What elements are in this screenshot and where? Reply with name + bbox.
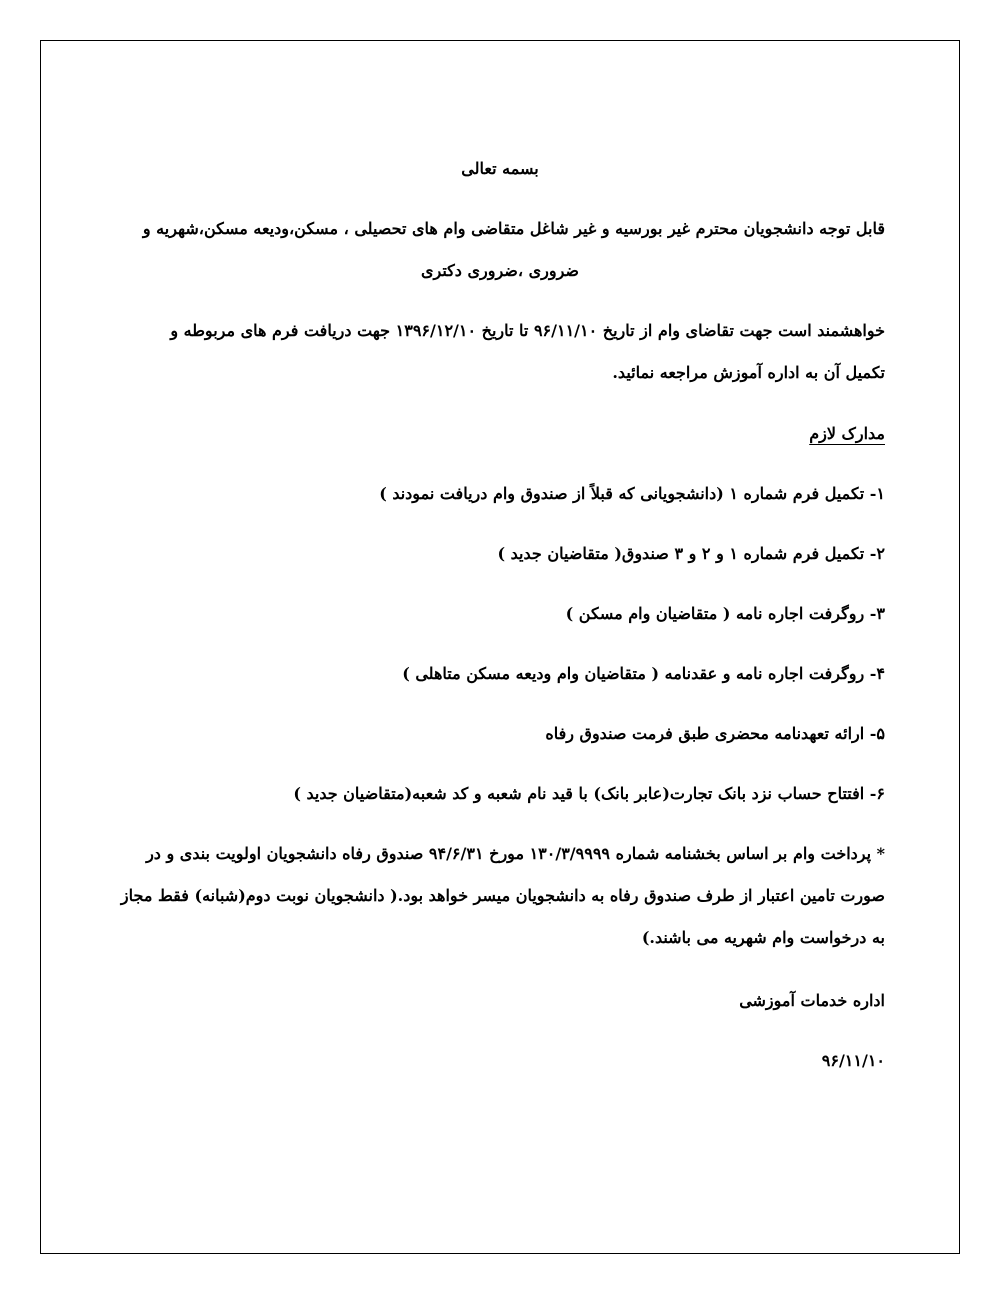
documents-heading-text: مدارک لازم [809, 424, 885, 443]
document-item-5: ۵- ارائه تعهدنامه محضری طبق فرمت صندوق رفاه [545, 724, 885, 743]
request-line-1: خواهشمند است جهت تقاضای وام از تاریخ ۹۶/۱۱/۱۰ تا تاریخ ۱۳۹۶/۱۲/۱۰ جهت دریافت فرم های مربوطه و [170, 321, 885, 340]
document-item-1: ۱- تکمیل فرم شماره ۱ (دانشجویانی که قبلاً از صندوق وام دریافت نمودند ) [379, 484, 885, 503]
document-item-2: ۲- تکمیل فرم شماره ۱ و ۲ و ۳ صندوق( متقاضیان جدید ) [497, 544, 885, 563]
intro-line-1: قابل توجه دانشجویان محترم غیر بورسیه و غیر شاغل متقاضی وام های تحصیلی ، مسکن،ودیعه مسکن،شهریه و [142, 219, 885, 238]
request-line-2: تکمیل آن به اداره آموزش مراجعه نمائید. [612, 363, 885, 382]
note-line-1: * پرداخت وام بر اساس بخشنامه شماره ۱۳۰/۳/۹۹۹۹ مورخ ۹۴/۶/۳۱ صندوق رفاه دانشجویان اولویت بندی و در [146, 844, 885, 863]
documents-heading [115, 422, 885, 446]
signature-office: اداره خدمات آموزشی [739, 991, 885, 1010]
document-item-6: ۶- افتتاح حساب نزد بانک تجارت(عابر بانک) با قید نام شعبه و کد شعبه(متقاضیان جدید ) [293, 784, 885, 803]
intro-line-2: ضروری ،ضروری دکتری [420, 261, 579, 280]
note-line-3: به درخواست وام شهریه می باشند.) [641, 928, 885, 947]
document-item-3: ۳- روگرفت اجاره نامه ( متقاضیان وام مسکن ) [565, 604, 885, 623]
invocation-heading: بسمه تعالی [461, 159, 539, 178]
document-item-4: ۴- روگرفت اجاره نامه و عقدنامه ( متقاضیان وام ودیعه مسکن متاهلی ) [402, 664, 885, 683]
signature-date: ۹۶/۱۱/۱۰ [821, 1051, 885, 1070]
note-line-2: صورت تامین اعتبار از طرف صندوق رفاه به دانشجویان میسر خواهد بود.( دانشجویان نوبت دوم(شبانه) فقط مجاز [120, 886, 885, 905]
